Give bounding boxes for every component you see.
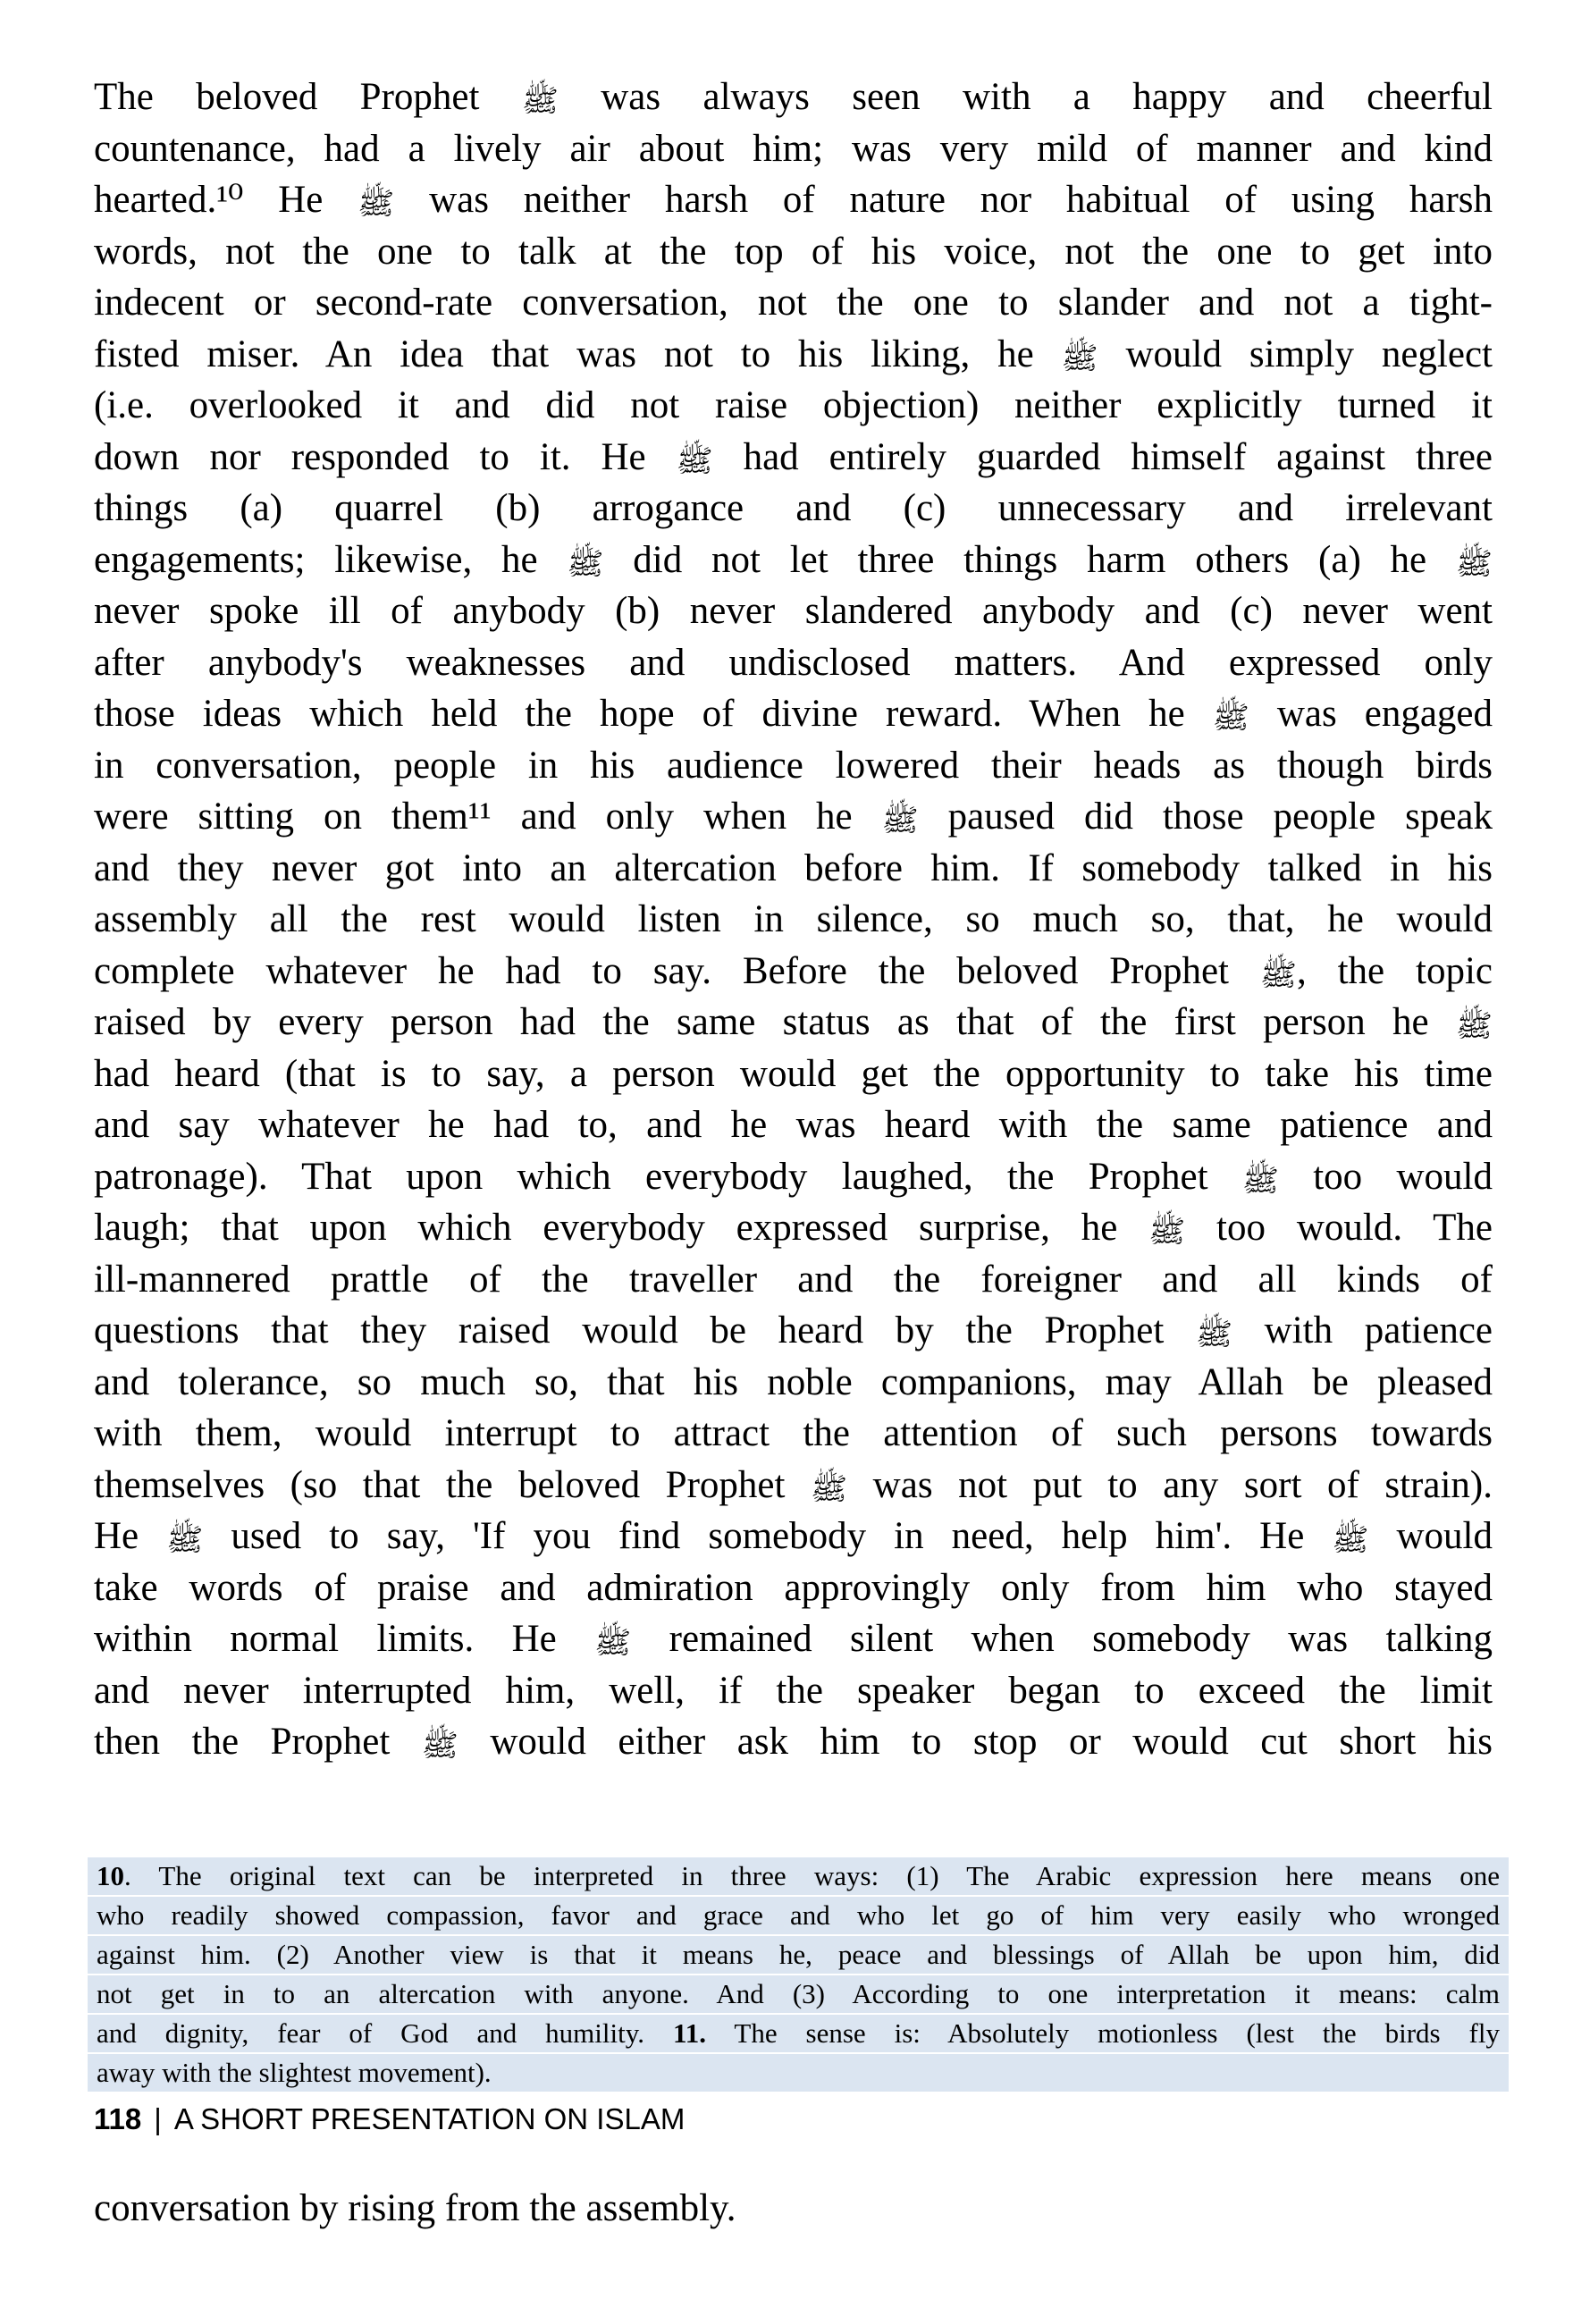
saw-calligraphy-icon: ﷺ (1455, 547, 1493, 581)
body-text-line: indecent or second-rate conversation, not the one to slander and not a tight- (94, 282, 1493, 324)
body-text (94, 72, 1493, 1768)
book-title: A SHORT PRESENTATION ON ISLAM (173, 2102, 686, 2135)
body-text-line: were sitting on them¹¹ and only when he ﷺ paused did those people speak (94, 796, 1493, 838)
footnote-line: and dignity, fear of God and humility. 11. The sense is: Absolutely motionless (lest the birds fly (88, 2015, 1509, 2052)
saw-calligraphy-icon: ﷺ (521, 85, 559, 118)
saw-calligraphy-icon: ﷺ (811, 1472, 848, 1506)
body-text-line: hearted.¹⁰ He ﷺ was neither harsh of nature nor habitual of using harsh (94, 179, 1493, 221)
footnote-line: 10. The original text can be interpreted in three ways: (1) The Arabic expression here means one (88, 1857, 1509, 1895)
saw-calligraphy-icon: ﷺ (1148, 1216, 1186, 1249)
body-text-line: (i.e. overlooked it and did not raise objection) neither explicitly turned it (94, 384, 1493, 426)
body-text-line: and they never got into an altercation before him. If somebody talked in his (94, 846, 1493, 889)
footnote-line: against him. (2) Another view is that it means he, peace and blessings of Allah be upon him, did (88, 1936, 1509, 1974)
footnote-line: away with the slightest movement). (88, 2054, 1509, 2092)
body-text-line: within normal limits. He ﷺ remained silent when somebody was talking (94, 1618, 1493, 1660)
body-text-line: questions that they raised would be heard by the Prophet ﷺ with patience (94, 1309, 1493, 1351)
body-text-line: after anybody's weaknesses and undisclosed matters. And expressed only (94, 641, 1493, 684)
saw-calligraphy-icon: ﷺ (1259, 958, 1297, 992)
saw-calligraphy-icon: ﷺ (358, 188, 395, 221)
footnote-line: not get in to an altercation with anyone. And (3) According to one interpretation it means: calm (88, 1975, 1509, 2013)
saw-calligraphy-icon: ﷺ (1061, 341, 1098, 375)
body-text-line: and tolerance, so much so, that his noble companions, may Allah be pleased (94, 1360, 1493, 1403)
body-text-line: never spoke ill of anybody (b) never slandered anybody and (c) never went (94, 590, 1493, 632)
saw-calligraphy-icon: ﷺ (676, 444, 713, 478)
saw-calligraphy-icon: ﷺ (1212, 702, 1249, 735)
body-text-line: things (a) quarrel (b) arrogance and (c) unnecessary and irrelevant (94, 487, 1493, 529)
saw-calligraphy-icon: ﷺ (1455, 1010, 1493, 1043)
body-text-line: with them, would interrupt to attract the attention of such persons towards (94, 1412, 1493, 1454)
body-text-line: words, not the one to talk at the top of his voice, not the one to get into (94, 230, 1493, 273)
body-text-line: fisted miser. An idea that was not to his liking, he ﷺ would simply neglect (94, 333, 1493, 375)
body-text-line: engagements; likewise, he ﷺ did not let three things harm others (a) he ﷺ (94, 538, 1493, 581)
footnote-block (88, 1857, 1509, 2093)
saw-calligraphy-icon: ﷺ (1241, 1164, 1279, 1198)
footnote-line: who readily showed compassion, favor and grace and who let go of him very easily who wronged (88, 1897, 1509, 1934)
closing-paragraph: conversation by rising from the assembly. (94, 2187, 736, 2229)
body-text-line: raised by every person had the same status as that of the first person he ﷺ (94, 1001, 1493, 1043)
saw-calligraphy-icon: ﷺ (567, 547, 604, 581)
body-text-line: down nor responded to it. He ﷺ had entirely guarded himself against three (94, 435, 1493, 478)
saw-calligraphy-icon: ﷺ (1195, 1318, 1233, 1351)
saw-calligraphy-icon: ﷺ (421, 1730, 458, 1763)
body-text-line: patronage). That upon which everybody laughed, the Prophet ﷺ too would (94, 1155, 1493, 1198)
body-text-line: then the Prophet ﷺ would either ask him to stop or would cut short his (94, 1721, 1493, 1763)
body-text-line: in conversation, people in his audience lowered their heads as though birds (94, 744, 1493, 787)
body-text-line: had heard (that is to say, a person would get the opportunity to take his time (94, 1052, 1493, 1095)
body-text-line: themselves (so that the beloved Prophet ﷺ was not put to any sort of strain). (94, 1463, 1493, 1506)
saw-calligraphy-icon: ﷺ (1332, 1524, 1369, 1557)
body-text-line: The beloved Prophet ﷺ was always seen with a happy and cheerful (94, 76, 1493, 118)
body-text-line: and never interrupted him, well, if the speaker began to exceed the limit (94, 1669, 1493, 1712)
body-text-line: complete whatever he had to say. Before the beloved Prophet ﷺ, the topic (94, 949, 1493, 992)
body-text-line: and say whatever he had to, and he was heard with the same patience and (94, 1104, 1493, 1146)
page-number: 118 (94, 2102, 142, 2135)
body-text-line: those ideas which held the hope of divine reward. When he ﷺ was engaged (94, 693, 1493, 735)
footer-separator: | (154, 2102, 162, 2135)
body-text-line: assembly all the rest would listen in silence, so much so, that, he would (94, 898, 1493, 940)
body-text-line: take words of praise and admiration approvingly only from him who stayed (94, 1566, 1493, 1609)
saw-calligraphy-icon: ﷺ (594, 1627, 632, 1660)
saw-calligraphy-icon: ﷺ (881, 804, 919, 838)
saw-calligraphy-icon: ﷺ (166, 1524, 204, 1557)
body-text-line: laugh; that upon which everybody expressed surprise, he ﷺ too would. The (94, 1207, 1493, 1249)
body-text-line: ill-mannered prattle of the traveller and the foreigner and all kinds of (94, 1258, 1493, 1301)
body-text-line: He ﷺ used to say, 'If you find somebody in need, help him'. He ﷺ would (94, 1515, 1493, 1557)
body-text-line: countenance, had a lively air about him; was very mild of manner and kind (94, 127, 1493, 170)
page-footer (94, 2102, 685, 2136)
